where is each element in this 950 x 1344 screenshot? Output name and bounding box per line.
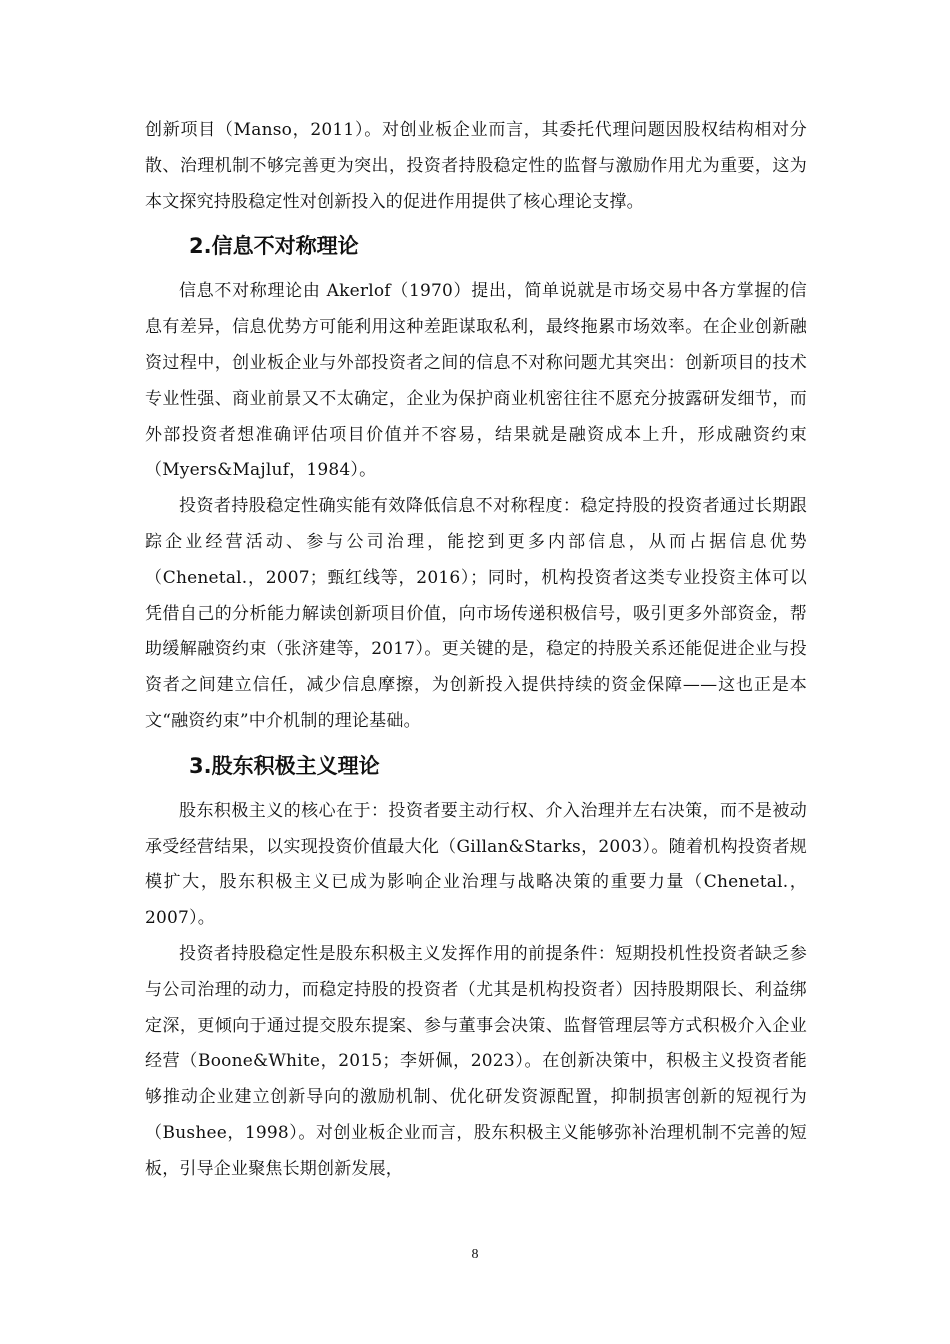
paragraph-continued: 创新项目（Manso，2011）。对创业板企业而言，其委托代理问题因股权结构相对分散、治理机制不够完善更为突出，投资者持股稳定性的监督与激励作用尤为重要，这为本文探究持股稳定性对创新投入的促进作用提供了核心理论支撑。: [145, 120, 807, 212]
page-body: [145, 113, 807, 1188]
paragraph-information-asymmetry-2: 投资者持股稳定性确实能有效降低信息不对称程度：稳定持股的投资者通过长期跟踪企业经营活动、参与公司治理，能挖到更多内部信息，从而占据信息优势（Chenetal.，2007；甄红线等，2016）；同时，机构投资者这类专业投资主体可以凭借自己的分析能力解读创新项目价值，向市场传递积极信号，吸引更多外部资金，帮助缓解融资约束（张济建等，2017）。更关键的是，稳定的持股关系还能促进企业与投资者之间建立信任，减少信息摩擦，为创新投入提供持续的资金保障——这也正是本文“融资约束”中介机制的理论基础。: [145, 496, 807, 731]
section-heading-shareholder-activism: 3.股东积极主义理论: [189, 753, 380, 778]
page-number: 8: [471, 1247, 479, 1262]
paragraph-shareholder-activism-1: 股东积极主义的核心在于：投资者要主动行权、介入治理并左右决策，而不是被动承受经营结果，以实现投资价值最大化（Gillan&Starks，2003）。随着机构投资者规模扩大，股东积极主义已成为影响企业治理与战略决策的重要力量（Chenetal.，2007）。: [145, 800, 807, 929]
paragraph-shareholder-activism-2: 投资者持股稳定性是股东积极主义发挥作用的前提条件：短期投机性投资者缺乏参与公司治理的动力，而稳定持股的投资者（尤其是机构投资者）因持股期限长、利益绑定深，更倾向于通过提交股东提案、参与董事会决策、监督管理层等方式积极介入企业经营（Boone&White，2015；李妍佩，2023）。在创新决策中，积极主义投资者能够推动企业建立创新导向的激励机制、优化研发资源配置，抑制损害创新的短视行为（Bushee，1998）。对创业板企业而言，股东积极主义能够弥补治理机制不完善的短板，引导企业聚焦长期创新发展，: [145, 943, 807, 1179]
paragraph-information-asymmetry-1: 信息不对称理论由 Akerlof（1970）提出，简单说就是市场交易中各方掌握的信息有差异，信息优势方可能利用这种差距谋取私利，最终拖累市场效率。在企业创新融资过程中，创业板企业与外部投资者之间的信息不对称问题尤其突出：创新项目的技术专业性强、商业前景又不太确定，企业为保护商业机密往往不愿充分披露研发细节，而外部投资者想准确评估项目价值并不容易，结果就是融资成本上升，形成融资约束（Myers&Majluf，1984）。: [145, 281, 807, 481]
section-heading-information-asymmetry: 2.信息不对称理论: [189, 234, 359, 259]
